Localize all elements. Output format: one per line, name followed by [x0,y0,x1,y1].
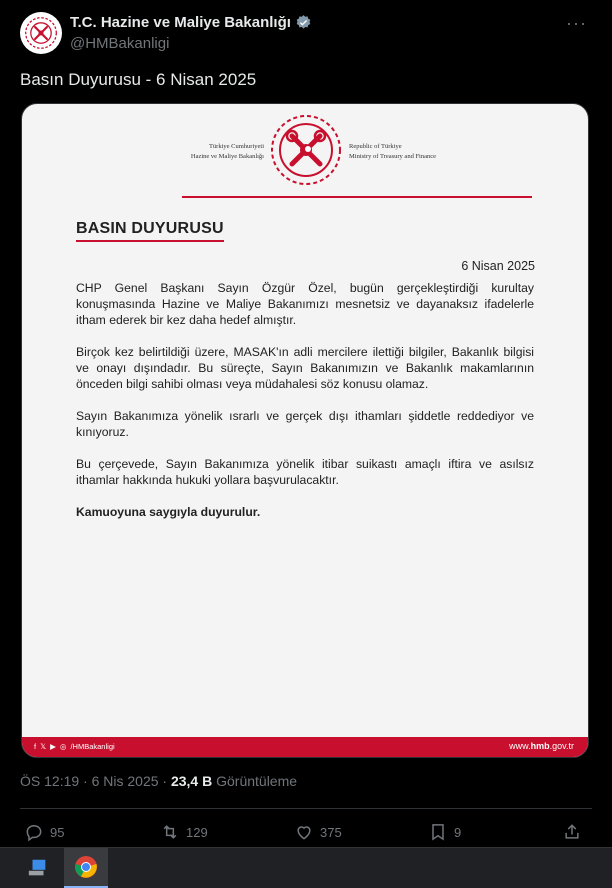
header-rule [182,196,532,198]
view-label: Görüntüleme [212,773,298,789]
reply-button[interactable] [24,818,64,846]
footer-socials [34,742,115,751]
emblem-caption-tr [191,142,264,162]
tweet-meta [20,773,297,789]
bookmark-count: 9 [454,824,462,840]
taskbar-desktop-button[interactable] [16,848,60,888]
doc-heading: BASIN DUYURUSU [76,220,224,242]
doc-paragraph: CHP Genel Başkanı Sayın Özgür Özel, bugün gerçekleştirdiği kurultay konuşmasında Hazine ve Maliye Bakanımızı mesnetsiz ve dayanaksız ifadelerle itham ederek bir kez daha hedef almıştır. [76,281,534,327]
share-button[interactable] [562,818,582,846]
footer-site-bold: hmb [530,741,550,751]
like-count: 375 [320,824,342,840]
heart-icon [294,822,314,842]
ministry-logo-icon [24,16,58,50]
doc-paragraph: Bu çerçevede, Sayın Bakanımıza yönelik itibar suikastı amaçlı iftira ve asılsız ithamlar hakkında hukuki yollara başvurulacaktır. [76,457,534,487]
tweet-media-image[interactable] [21,103,589,758]
taskbar-chrome-button[interactable] [64,848,108,888]
tweet-header [20,12,596,56]
bookmark-button[interactable] [428,818,461,846]
footer-site [509,741,574,751]
emblem-caption-en [349,142,436,162]
emblem-caption-en-line2: Ministry of Treasury and Finance [349,153,437,160]
doc-paragraph: Birçok kez belirtildiği üzere, MASAK'ın adli mercilere ilettiği bilgiler, Bakanlık bilgisi ve onayı dışındadır. Bu süreçte, Sayın Bakanımızın ve Bakanlık makamlarının önceden bilgi sahibi olması veya müdahalesi söz konusu olamaz. [76,345,534,391]
retweet-button[interactable] [160,818,208,846]
doc-closing: Kamuoyuna saygıyla duyurulur. [76,505,261,519]
author-handle[interactable]: @HMBakanligi [70,35,170,52]
chrome-icon [74,855,98,879]
tweet-timestamp[interactable]: ÖS 12:19 · 6 Nis 2025 · [20,773,171,789]
bookmark-icon [428,822,448,842]
more-options-icon[interactable]: ··· [566,13,587,33]
like-button[interactable] [294,818,342,846]
retweet-icon [160,822,180,842]
tweet-actions [20,818,592,846]
avatar[interactable] [20,12,62,54]
ministry-emblem-icon [268,112,344,188]
doc-footer [22,737,588,757]
instagram-icon: ◎ [59,742,67,751]
share-icon [562,822,582,842]
emblem-caption-en-line1: Republic of Türkiye [349,143,402,150]
author-name[interactable]: T.C. Hazine ve Maliye Bakanlığı [70,14,291,31]
author-name-row[interactable] [70,14,312,31]
doc-body [76,280,534,536]
doc-date: 6 Nisan 2025 [461,259,535,273]
facebook-icon: f [34,742,37,751]
emblem-caption-tr-line2: Hazine ve Maliye Bakanlığı [190,153,264,160]
footer-handle: /HMBakanligi [70,742,115,751]
verified-badge-icon [295,14,312,31]
retweet-count: 129 [186,824,208,840]
footer-site-suffix: .gov.tr [549,741,574,751]
desktop-computer-icon [27,857,49,879]
doc-paragraph: Sayın Bakanımıza yönelik ısrarlı ve gerçek dışı ithamları şiddetle reddediyor ve kınıyoruz. [76,409,534,439]
footer-site-prefix: www. [509,741,531,751]
emblem-caption-tr-line1: Türkiye Cumhuriyeti [208,143,264,150]
divider [20,808,592,809]
os-taskbar [0,847,612,888]
x-icon: 𝕏 [40,742,47,751]
youtube-icon: ▶ [50,742,56,751]
reply-count: 95 [50,824,65,840]
author-block [70,14,312,52]
reply-icon [24,822,44,842]
view-count[interactable]: 23,4 B [170,773,213,789]
tweet-text: Basın Duyurusu - 6 Nisan 2025 [20,70,257,89]
